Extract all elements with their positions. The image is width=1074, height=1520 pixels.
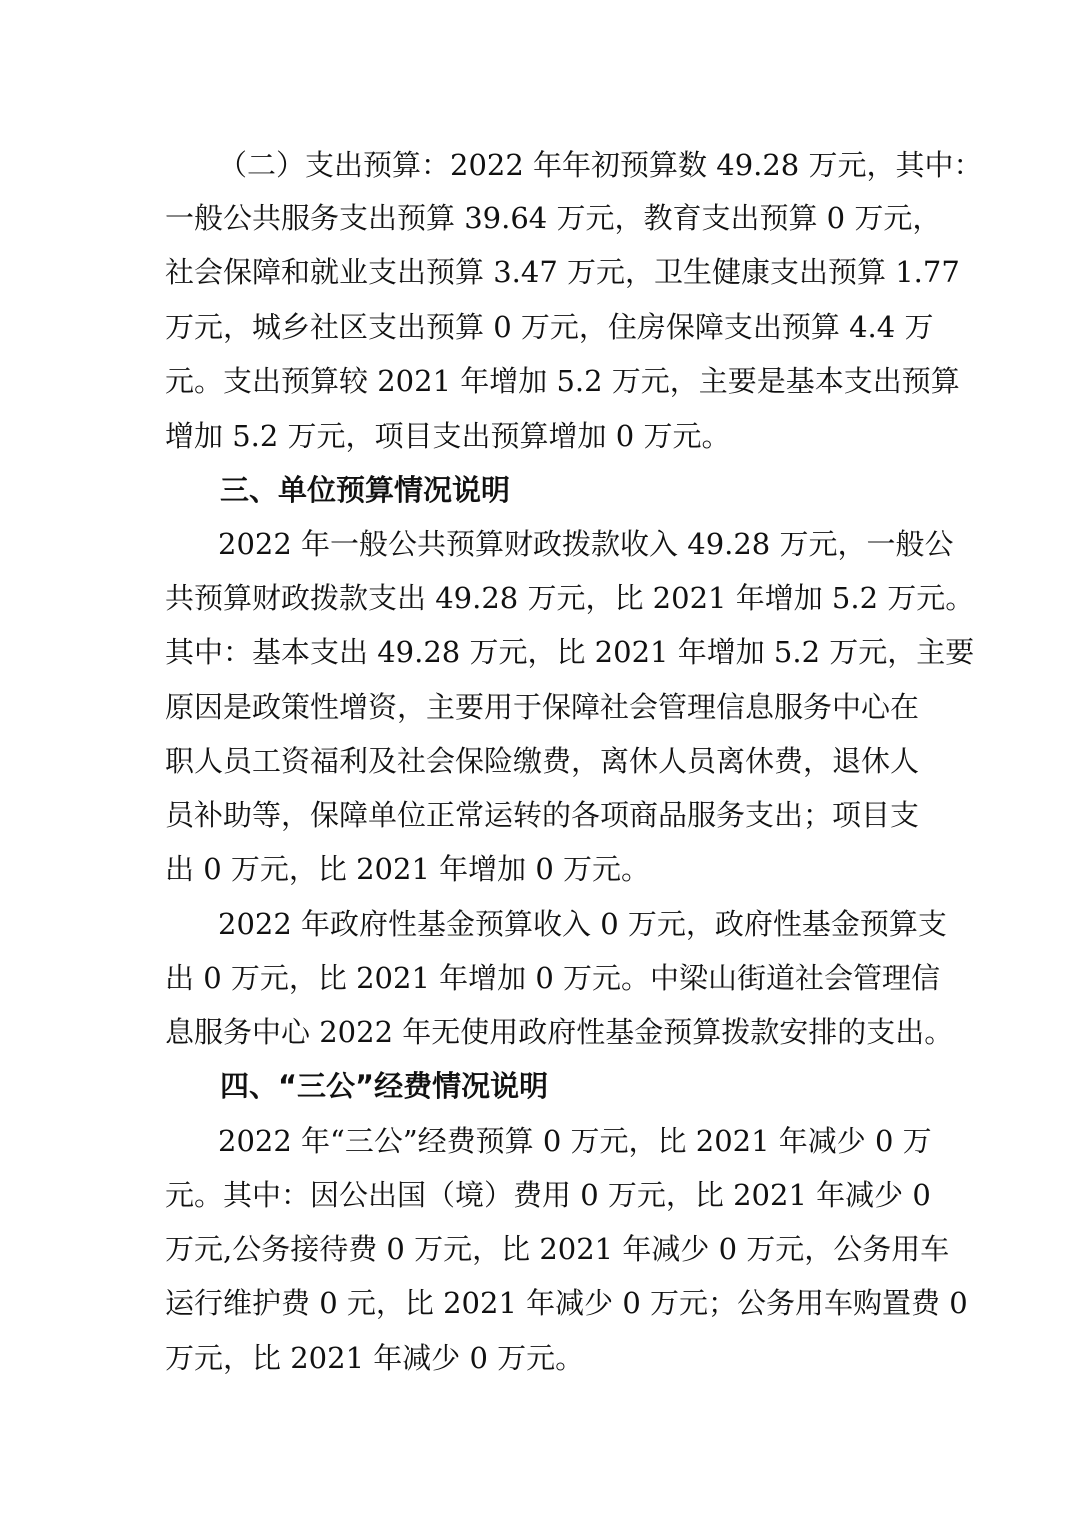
paragraph-line: 万元，比 2021 年减少 0 万元。 (165, 1341, 585, 1375)
paragraph-line: 元。其中：因公出国（境）费用 0 万元，比 2021 年减少 0 (165, 1178, 931, 1212)
paragraph-line: 一般公共服务支出预算 39.64 万元，教育支出预算 0 万元， (165, 201, 942, 235)
paragraph-line: 其中：基本支出 49.28 万元，比 2021 年增加 5.2 万元，主要 (165, 635, 975, 669)
section-heading: 四、“三公”经费情况说明 (220, 1069, 549, 1103)
paragraph-line: 万元,公务接待费 0 万元，比 2021 年减少 0 万元，公务用车 (165, 1232, 950, 1266)
paragraph-line: 职人员工资福利及社会保险缴费，离休人员离休费，退休人 (165, 744, 920, 778)
paragraph-line: 员补助等，保障单位正常运转的各项商品服务支出；项目支 (165, 798, 920, 832)
paragraph-line: 增加 5.2 万元，项目支出预算增加 0 万元。 (165, 419, 731, 453)
paragraph-line: 运行维护费 0 元，比 2021 年减少 0 万元；公务用车购置费 0 (165, 1286, 968, 1320)
paragraph-line: 共预算财政拨款支出 49.28 万元，比 2021 年增加 5.2 万元。 (165, 581, 975, 615)
section-heading: 三、单位预算情况说明 (220, 473, 511, 507)
paragraph-line: 原因是政策性增资，主要用于保障社会管理信息服务中心在 (165, 690, 920, 724)
paragraph-line: 元。支出预算较 2021 年增加 5.2 万元，主要是基本支出预算 (165, 364, 960, 398)
paragraph-line: 息服务中心 2022 年无使用政府性基金预算拨款安排的支出。 (165, 1015, 954, 1049)
paragraph-line: 万元，城乡社区支出预算 0 万元，住房保障支出预算 4.4 万 (165, 310, 934, 344)
paragraph-line: 出 0 万元，比 2021 年增加 0 万元。中梁山街道社会管理信 (165, 961, 941, 995)
paragraph-line: 2022 年政府性基金预算收入 0 万元，政府性基金预算支 (218, 907, 947, 941)
paragraph-line: （二）支出预算：2022 年年初预算数 49.28 万元，其中： (218, 148, 983, 182)
paragraph-line: 社会保障和就业支出预算 3.47 万元，卫生健康支出预算 1.77 (165, 255, 960, 289)
paragraph-line: 2022 年“三公”经费预算 0 万元，比 2021 年减少 0 万 (218, 1124, 932, 1158)
paragraph-line: 出 0 万元，比 2021 年增加 0 万元。 (165, 852, 651, 886)
paragraph-line: 2022 年一般公共预算财政拨款收入 49.28 万元，一般公 (218, 527, 954, 561)
